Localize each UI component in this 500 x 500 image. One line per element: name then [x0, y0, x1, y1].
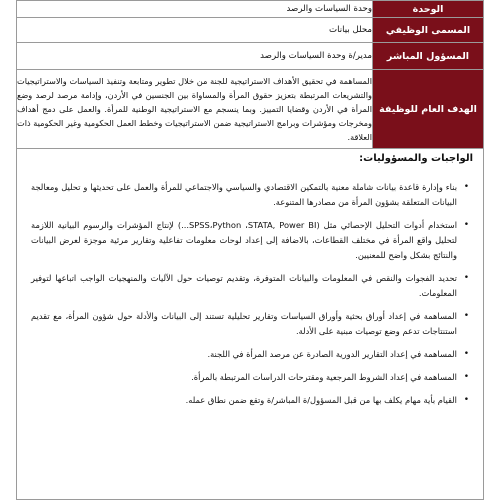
- bullet-icon: •: [463, 395, 469, 405]
- job-title-value: محلل بيانات: [17, 18, 373, 43]
- list-item: [31, 180, 469, 210]
- direct-manager-label: المسؤول المباشر: [373, 43, 484, 70]
- bullet-icon: •: [463, 220, 469, 230]
- job-info-table: [16, 0, 484, 149]
- duty-text: المساهمة في إعداد التقارير الدورية الصادرة عن مرصد المرأة في اللجنة.: [207, 349, 457, 359]
- unit-label: الوحدة: [373, 1, 484, 18]
- list-item: [31, 309, 469, 339]
- duties-section: [16, 145, 484, 500]
- direct-manager-value: مدير/ة وحدة السياسات والرصد: [17, 43, 373, 70]
- duty-text: بناء وإدارة قاعدة بيانات شاملة معنية بالتمكين الاقتصادي والسياسي والاجتماعي للمرأة والعمل على تحديثها و تحليل ومعالجة البيانات المتعلقة بشؤون المرأة من مصادرها المتنوعة.: [31, 182, 457, 207]
- bullet-icon: •: [463, 349, 469, 359]
- bullet-icon: •: [463, 182, 469, 192]
- job-purpose-text: المساهمة في تحقيق الأهداف الاستراتيجية للجنة من خلال تطوير ومتابعة وتنفيذ السياسات والاستراتيجيات والتشريعات المرتبطة بتعزيز حقوق المرأة والمساواة بين الجنسين في الأردن، وإدامة مرصد لرصد وضع المرأة في الأردن وقضايا التمييز. وبما ينسجم مع الاستراتيجية الوطنية للمرأة. والعمل على دمج أهداف ومخرجات ومؤشرات وبرامج الاستراتيجية ضمن الاستراتيجيات وخطط العمل الحكومية وغير الحكومية ذات العلاقة.: [17, 70, 373, 149]
- duty-text: المساهمة في إعداد أوراق بحثية وأوراق السياسات وتقارير تحليلية تستند إلى البيانات والأدلة حول شؤون المرأة، مع تقديم استنتاجات تدعم وضع توصيات مبنية على الأدلة.: [31, 311, 457, 336]
- job-purpose-label: الهدف العام للوظيفة: [373, 70, 484, 149]
- job-title-label: المسمى الوظيفي: [373, 18, 484, 43]
- unit-row: [17, 1, 484, 18]
- list-item: [31, 393, 469, 408]
- direct-manager-row: [17, 43, 484, 70]
- duty-text: القيام بأية مهام يكلف بها من قبل المسؤول/ة المباشر/ة وتقع ضمن نطاق عمله.: [185, 395, 457, 405]
- duty-text: تحديد الفجوات والنقص في المعلومات والبيانات المتوفرة، وتقديم توصيات حول الآليات والمنهجيات الواجب اتباعها لتوفير المعلومات.: [31, 273, 457, 298]
- job-title-row: [17, 18, 484, 43]
- job-description-document: [16, 0, 484, 500]
- list-item: [31, 271, 469, 301]
- duties-list: [31, 180, 469, 416]
- unit-value: وحدة السياسات والرصد: [17, 1, 373, 18]
- bullet-icon: •: [463, 273, 469, 283]
- list-item: [31, 347, 469, 362]
- bullet-icon: •: [463, 311, 469, 321]
- job-purpose-row: [17, 70, 484, 149]
- list-item: [31, 370, 469, 385]
- duty-text: المساهمة في إعداد الشروط المرجعية ومقترحات الدراسات المرتبطة بالمرأة.: [191, 372, 457, 382]
- list-item: [31, 218, 469, 263]
- duties-heading: الواجبات والمسؤوليات:: [359, 153, 473, 164]
- bullet-icon: •: [463, 372, 469, 382]
- duty-text: استخدام أدوات التحليل الإحصائي مثل (SPSS،Python ،STATA, Power BI...) لإنتاج المؤشرات والرسوم البيانية اللازمة لتحليل واقع المرأة في مختلف القطاعات، بالاضافة إلى إعداد لوحات معلومات تفاعلية وتقارير مرئية موجزة لعرض البيانات والنتائج بشكل واضح للمعنيين.: [31, 220, 458, 260]
